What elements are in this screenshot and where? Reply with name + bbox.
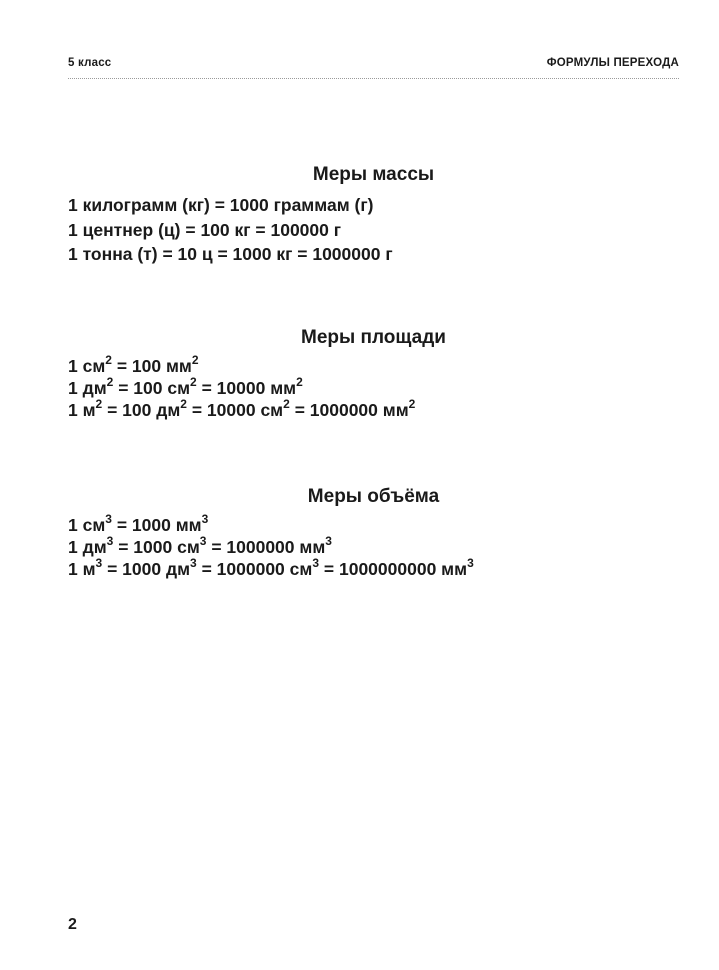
exponent: 3 <box>201 512 209 527</box>
mass-title: Меры массы <box>312 164 435 185</box>
page-number: 2 <box>68 916 77 933</box>
mass-line: 1 центнер (ц) = 100 кг = 100000 г <box>68 219 342 240</box>
exponent: 3 <box>325 534 332 549</box>
exponent: 2 <box>283 397 290 412</box>
exponent: 2 <box>190 375 197 390</box>
exponent: 3 <box>95 556 103 571</box>
mass-line: 1 килограмм (кг) = 1000 граммам (г) <box>68 195 374 215</box>
exponent: 2 <box>105 353 112 368</box>
exponent: 3 <box>105 512 112 527</box>
exponent: 3 <box>467 556 474 571</box>
exponent: 3 <box>312 556 320 571</box>
volume-line: 1 $см^3 = 1000$ $мм^3$ <box>68 512 209 535</box>
exponent: 2 <box>95 397 103 412</box>
area-title: Меры площади <box>301 327 446 348</box>
area-section <box>68 327 679 421</box>
exponent: 2 <box>408 397 416 412</box>
mass-section <box>68 164 679 267</box>
area-line: 1 $м^2 = 100$ $дм^2 = 10000$ $см^2 = 1000000$ $мм^2$ <box>68 397 416 420</box>
area-line: 1 $см^2 = 100$ $мм^2$ <box>68 353 199 376</box>
exponent: 3 <box>199 534 207 549</box>
mass-line: 1 тонна (т) = 10 ц = 1000 кг = 1000000 г <box>68 244 393 264</box>
exponent: 2 <box>191 353 199 368</box>
area-line: 1 $дм^2 = 100$ $см^2 = 10000$ $мм^2$ <box>68 375 303 398</box>
page-header <box>68 55 679 71</box>
exponent: 3 <box>106 534 114 549</box>
volume-line: 1 $дм^3 = 1000$ $см^3 = 1000000$ $мм^3$ <box>68 534 332 557</box>
exponent: 2 <box>180 397 187 412</box>
volume-line: 1 $м^3 = 1000$ $дм^3 = 1000000$ $см^3 = 1000000000$ $мм^3$ <box>68 556 474 579</box>
header-grade: 5 класс <box>68 57 112 69</box>
exponent: 3 <box>190 556 197 571</box>
exponent: 2 <box>296 375 303 390</box>
header-divider <box>68 78 679 79</box>
volume-title: Меры объёма <box>307 486 440 507</box>
header-topic: ФОРМУЛЫ ПЕРЕХОДА <box>546 57 679 69</box>
exponent: 2 <box>106 375 114 390</box>
volume-section <box>68 486 679 580</box>
